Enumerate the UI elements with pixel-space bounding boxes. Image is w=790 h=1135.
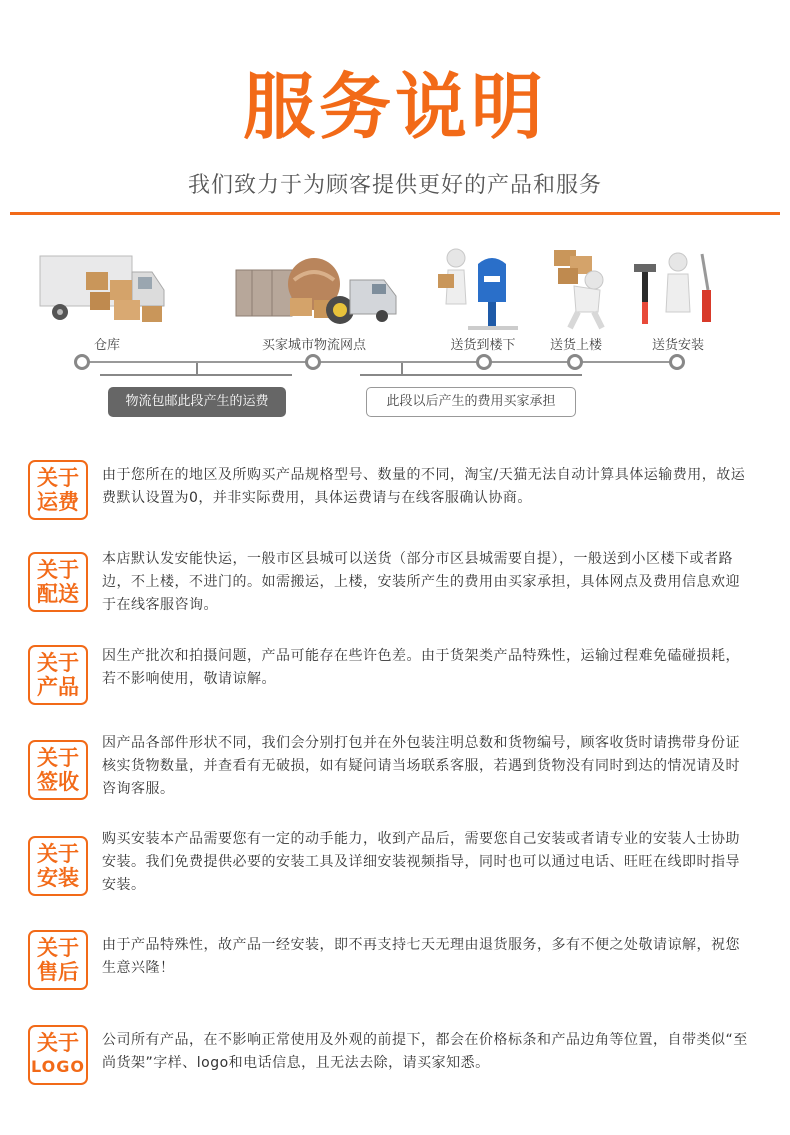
stage-label-install: 送货安装 bbox=[651, 338, 704, 353]
mailbox-delivery-icon bbox=[438, 246, 522, 332]
badge-bottom-text: 产品 bbox=[37, 675, 79, 699]
stage-label-warehouse: 仓库 bbox=[93, 338, 120, 353]
badge-top-text: 关于 bbox=[37, 466, 79, 490]
badge-top-text: 关于 bbox=[37, 1031, 79, 1055]
section-text: 由于您所在的地区及所购买产品规格型号、数量的不同，淘宝/天猫无法自动计算具体运输费用，故运费默认设置为0，并非实际费用，具体运费请与在线客服确认协商。 bbox=[102, 467, 746, 506]
warehouse-truck-icon bbox=[30, 250, 170, 330]
seller-shipping-segment: 物流包邮此段产生的运费 bbox=[108, 387, 286, 417]
section-text: 因产品各部件形状不同，我们会分别打包并在外包装注明总数和货物编号，顾客收货时请携带身份证核实货物数量，并查看有无破损，如有疑问请当场联系客服，若遇到货物没有同时到达的情况请及时咨询客服。 bbox=[102, 735, 740, 797]
timeline-node bbox=[567, 354, 583, 370]
section-badge bbox=[28, 1025, 88, 1085]
section-badge bbox=[28, 836, 88, 896]
timeline-line bbox=[80, 361, 680, 363]
section-badge bbox=[28, 460, 88, 520]
buyer-branch-connector bbox=[360, 374, 582, 376]
badge-top-text: 关于 bbox=[37, 558, 79, 582]
badge-top-text: 关于 bbox=[37, 746, 79, 770]
badge-bottom-text: 配送 bbox=[37, 582, 79, 606]
page-title: 服务说明 bbox=[242, 65, 547, 149]
badge-top-text: 关于 bbox=[37, 651, 79, 675]
stage-label-upstairs: 送货上楼 bbox=[549, 338, 602, 353]
badge-bottom-text: 运费 bbox=[37, 490, 79, 514]
section-badge bbox=[28, 552, 88, 612]
timeline-node bbox=[669, 354, 685, 370]
timeline-node bbox=[305, 354, 321, 370]
timeline-node bbox=[74, 354, 90, 370]
install-tools-icon bbox=[628, 250, 718, 330]
badge-bottom-text: 签收 bbox=[37, 770, 79, 794]
section-badge bbox=[28, 740, 88, 800]
section-badge bbox=[28, 930, 88, 990]
section-text: 购买安装本产品需要您有一定的动手能力，收到产品后，需要您自己安装或者请专业的安装人士协助安装。我们免费提供必要的安装工具及详细安装视频指导，同时也可以通过电话、旺旺在线即时指导安装。 bbox=[102, 831, 740, 893]
badge-top-text: 关于 bbox=[37, 842, 79, 866]
header-divider bbox=[10, 212, 780, 215]
badge-bottom-text: 售后 bbox=[37, 960, 79, 984]
section-text: 公司所有产品，在不影响正常使用及外观的前提下，都会在价格标条和产品边角等位置，自带类似“至尚货架”字样、logo和电话信息，且无法去除，请买家知悉。 bbox=[102, 1032, 748, 1071]
badge-bottom-text: 安装 bbox=[37, 866, 79, 890]
section-text: 因生产批次和拍摄问题，产品可能存在些许色差。由于货架类产品特殊性，运输过程难免磕碰损耗，若不影响使用，敬请谅解。 bbox=[102, 648, 740, 687]
stage-label-downstairs: 送货到楼下 bbox=[450, 338, 516, 353]
badge-top-text: 关于 bbox=[37, 936, 79, 960]
section-text: 由于产品特殊性，故产品一经安装，即不再支持七天无理由退货服务，多有不便之处敬请谅解，祝您生意兴隆！ bbox=[102, 937, 740, 976]
carry-boxes-icon bbox=[540, 246, 620, 332]
section-text: 本店默认发安能快运，一般市区县城可以送货（部分市区县城需要自提），一般送到小区楼下或者路边，不上楼，不进门的。如需搬运，上楼，安装所产生的费用由买家承担，具体网点及费用信息欢迎于在线客服咨询。 bbox=[102, 551, 740, 613]
stage-label-city-hub: 买家城市物流网点 bbox=[261, 338, 366, 353]
page-subtitle: 我们致力于为顾客提供更好的产品和服务 bbox=[187, 173, 602, 198]
timeline-node bbox=[476, 354, 492, 370]
badge-bottom-text: LOGO bbox=[31, 1057, 85, 1076]
section-badge bbox=[28, 645, 88, 705]
buyer-cost-segment: 此段以后产生的费用买家承担 bbox=[366, 387, 576, 417]
seller-branch-connector bbox=[100, 374, 292, 376]
logistics-hub-icon bbox=[232, 250, 402, 330]
